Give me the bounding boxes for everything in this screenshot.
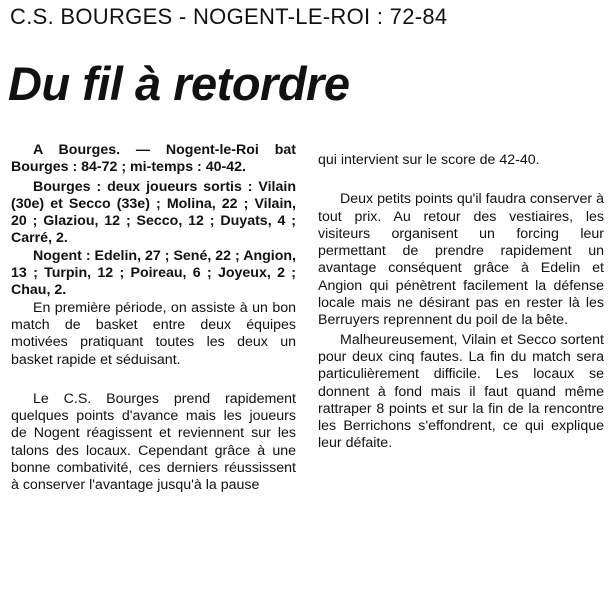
- match-header: C.S. BOURGES - NOGENT-LE-ROI : 72-84: [10, 4, 448, 29]
- first-period-paragraph: En première période, on assiste à un bon match de basket entre deux équipes motivées pratiquant toutes les deux un basket rapide et séduisant.: [11, 299, 296, 368]
- article-headline: Du fil à retordre: [8, 57, 350, 110]
- result-paragraph: A Bourges. — Nogent-le-Roi bat Bourges : 84-72 ; mi-temps : 40-42.: [11, 142, 296, 176]
- halftime-continuation-paragraph: qui intervient sur le score de 42-40.: [318, 152, 540, 168]
- bourges-scorers-paragraph: Bourges : deux joueurs sortis : Vilain (30e) et Secco (33e) ; Molina, 22 ; Vilain, 20 ; Glaziou, 12 ; Secco, 12 ; Duyats, 4 ; Carré, 2.: [11, 178, 296, 247]
- right-column: [318, 152, 604, 453]
- nogent-scorers-paragraph: Nogent : Edelin, 27 ; Sené, 22 ; Angion, 13 ; Turpin, 12 ; Poireau, 6 ; Joyeux, 2 ; Chau, 2.: [11, 247, 296, 299]
- second-half-paragraph: Deux petits points qu'il faudra conserver à tout prix. Au retour des vestiaires, les visiteurs organisent un forcing leur permettant de prendre rapidement un avantage conséquent grâce à Edelin et Angion qui pénètrent facilement la défense locale mais ne désirant pas en rester là les Berruyers reprennent du poil de la bête.: [318, 191, 604, 329]
- bourges-lead-paragraph: Le C.S. Bourges prend rapidement quelques points d'avance mais les joueurs de Nogent réagissent et reviennent sur les talons des locaux. Cependant grâce à une bonne combativité, ces derniers réussissent à conserver l'avantage jusqu'à la pause: [11, 390, 296, 494]
- ending-paragraph: Malheureusement, Vilain et Secco sortent pour deux cinq fautes. La fin du match sera particulièrement difficile. Les locaux se donnent à fond mais il faut quand même rattraper 8 points et sur la fin de la rencontre les Berrichons s'effondrent, ce qui explique leur défaite.: [318, 331, 604, 452]
- left-column: [11, 142, 296, 495]
